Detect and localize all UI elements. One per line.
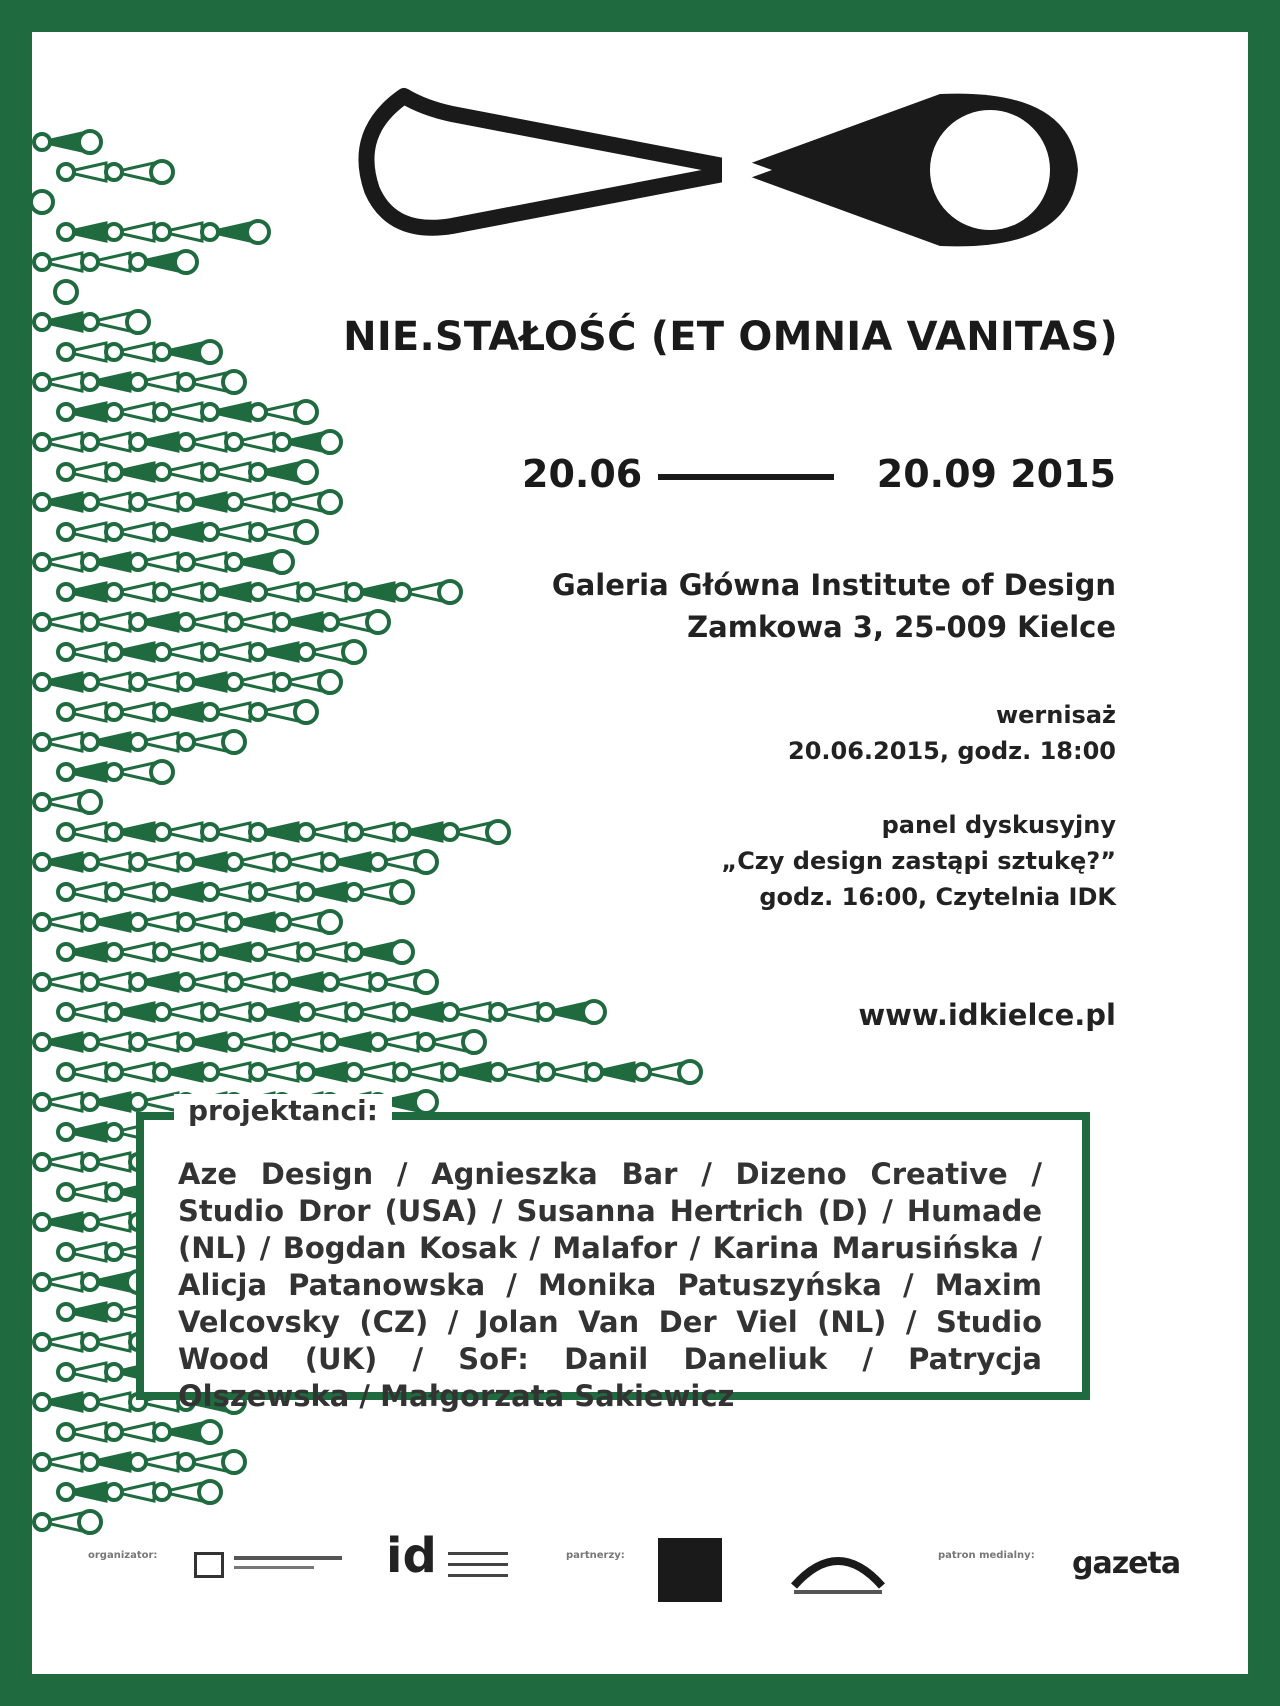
pattern-node — [106, 704, 122, 720]
pattern-node — [34, 614, 50, 630]
pattern-node — [106, 824, 122, 840]
pattern-node — [319, 911, 341, 933]
pattern-node — [202, 944, 218, 960]
pattern-node — [106, 1424, 122, 1440]
pattern-node — [226, 614, 242, 630]
pattern-node — [199, 341, 221, 363]
pattern-node — [202, 824, 218, 840]
pattern-node — [250, 944, 266, 960]
pattern-node — [79, 791, 101, 813]
pattern-node — [322, 854, 338, 870]
pattern-node — [82, 434, 98, 450]
pattern-node — [58, 1304, 74, 1320]
pattern-node — [58, 944, 74, 960]
panel-details: godz. 16:00, Czytelnia IDK — [759, 883, 1116, 911]
pattern-node — [82, 1454, 98, 1470]
pattern-node — [34, 1394, 50, 1410]
pattern-node — [178, 554, 194, 570]
panel-info — [721, 807, 1116, 915]
pattern-node — [391, 941, 413, 963]
pattern-node — [58, 464, 74, 480]
opening-label: wernisaż — [995, 701, 1116, 729]
pattern-node — [226, 914, 242, 930]
pattern-node — [583, 1001, 605, 1023]
pattern-node — [370, 974, 386, 990]
pattern-node — [679, 1061, 701, 1083]
pattern-node — [130, 1034, 146, 1050]
date-divider — [658, 474, 834, 480]
pattern-node — [298, 884, 314, 900]
pattern-node — [199, 1481, 221, 1503]
pattern-node — [154, 344, 170, 360]
designers-label: projektanci: — [174, 1094, 392, 1127]
pattern-node — [58, 1364, 74, 1380]
pattern-node — [130, 854, 146, 870]
pattern-node — [154, 704, 170, 720]
pattern-node — [394, 584, 410, 600]
pattern-node — [298, 824, 314, 840]
pattern-node — [442, 1004, 458, 1020]
date-end: 20.09 2015 — [876, 452, 1116, 496]
pattern-node — [106, 884, 122, 900]
pattern-node — [34, 1094, 50, 1110]
pattern-node — [394, 1064, 410, 1080]
pattern-node — [295, 701, 317, 723]
pattern-node — [319, 491, 341, 513]
pattern-node — [346, 584, 362, 600]
pattern-node — [154, 1004, 170, 1020]
pattern-node — [250, 524, 266, 540]
pattern-node — [82, 1154, 98, 1170]
pattern-node — [370, 854, 386, 870]
pattern-node — [154, 1484, 170, 1500]
pattern-node — [58, 764, 74, 780]
venue-name: Galeria Główna Institute of Design — [551, 568, 1116, 602]
pattern-node — [34, 1514, 50, 1530]
pattern-node — [130, 614, 146, 630]
pattern-node — [79, 1511, 101, 1533]
venue — [552, 564, 1116, 648]
pattern-node — [418, 1034, 434, 1050]
pattern-node — [370, 1034, 386, 1050]
pattern-node — [343, 641, 365, 663]
pattern-node — [487, 821, 509, 843]
pattern-node — [130, 374, 146, 390]
pattern-node — [346, 824, 362, 840]
pattern-node — [58, 704, 74, 720]
pattern-node — [250, 464, 266, 480]
pattern-node — [442, 1064, 458, 1080]
pattern-node — [202, 1064, 218, 1080]
pattern-node — [415, 1091, 437, 1113]
pattern-node — [58, 644, 74, 660]
pattern-node — [415, 971, 437, 993]
pattern-node — [106, 404, 122, 420]
pattern-node — [130, 974, 146, 990]
pattern-node — [82, 974, 98, 990]
pattern-node — [274, 854, 290, 870]
pattern-node — [34, 554, 50, 570]
pattern-node — [322, 614, 338, 630]
pattern-node — [58, 1124, 74, 1140]
pattern-node — [34, 914, 50, 930]
pattern-node — [34, 854, 50, 870]
pattern-node — [202, 464, 218, 480]
pattern-node — [250, 1004, 266, 1020]
pattern-node — [346, 1064, 362, 1080]
pattern-node — [223, 371, 245, 393]
organizer-logo — [194, 1552, 344, 1578]
pattern-node — [319, 671, 341, 693]
pattern-node — [58, 344, 74, 360]
pattern-node — [538, 1004, 554, 1020]
pattern-node — [250, 1064, 266, 1080]
pattern-node — [106, 1124, 122, 1140]
pattern-node — [223, 731, 245, 753]
pattern-node — [154, 524, 170, 540]
organizer-label: organizator: — [88, 1550, 158, 1561]
exhibition-title: NIE.STAŁOŚĆ (ET OMNIA VANITAS) — [343, 314, 1118, 360]
pattern-node — [106, 1004, 122, 1020]
pattern-node — [58, 884, 74, 900]
pattern-node — [442, 824, 458, 840]
pattern-node — [154, 464, 170, 480]
pattern-node — [346, 944, 362, 960]
pattern-node — [202, 404, 218, 420]
pattern-node — [58, 824, 74, 840]
pattern-node — [226, 674, 242, 690]
pattern-node — [154, 1064, 170, 1080]
pattern-node — [154, 824, 170, 840]
pattern-node — [202, 584, 218, 600]
pattern-node — [178, 494, 194, 510]
pattern-node — [415, 851, 437, 873]
pattern-node — [178, 674, 194, 690]
pattern-node — [154, 1424, 170, 1440]
pattern-node — [58, 404, 74, 420]
pattern-node — [130, 914, 146, 930]
pattern-node — [34, 434, 50, 450]
pattern-node — [439, 581, 461, 603]
designers-list: Aze Design / Agnieszka Bar / Dizeno Creative / Studio Dror (USA) / Susanna Hertrich (D) / Humade (NL) / Bogdan Kosak / Malafor / Karina Marusińska / Alicja Patanowska / Monika Patuszyńska / Maxim Velcovsky (CZ) / Jolan Van Der Viel (NL) / Studio Wood (UK) / SoF: Danil Daneliuk / Patrycja Olszewska / Małgorzata Sakiewicz — [178, 1157, 1042, 1413]
opening-info — [788, 697, 1116, 769]
pattern-node — [154, 884, 170, 900]
partner-logo-1 — [658, 1538, 722, 1602]
pattern-node — [295, 461, 317, 483]
pattern-node — [58, 524, 74, 540]
designers-box — [136, 1094, 1090, 1413]
pattern-node — [274, 974, 290, 990]
pattern-node — [106, 1184, 122, 1200]
pattern-node — [178, 1034, 194, 1050]
media-label: patron medialny: — [938, 1550, 1035, 1561]
pattern-node — [274, 494, 290, 510]
pattern-node — [154, 404, 170, 420]
date-range — [522, 452, 1116, 508]
pattern-node — [586, 1064, 602, 1080]
pattern-node — [82, 1214, 98, 1230]
pattern-node — [106, 944, 122, 960]
pattern-node — [82, 1094, 98, 1110]
pattern-node — [106, 1064, 122, 1080]
pattern-node — [226, 854, 242, 870]
pattern-node — [82, 494, 98, 510]
pattern-node — [226, 434, 242, 450]
venue-address: Zamkowa 3, 25-009 Kielce — [687, 610, 1116, 644]
pattern-node — [82, 734, 98, 750]
pattern-node — [274, 614, 290, 630]
pattern-node — [250, 824, 266, 840]
pattern-node — [130, 1094, 146, 1110]
pattern-node — [367, 611, 389, 633]
pattern-node — [178, 854, 194, 870]
poster-sheet — [32, 32, 1248, 1674]
pattern-node — [202, 1004, 218, 1020]
gazeta-logo: gazeta — [1072, 1546, 1181, 1581]
pattern-node — [34, 1034, 50, 1050]
pattern-node — [250, 884, 266, 900]
pattern-node — [250, 584, 266, 600]
pattern-node — [82, 554, 98, 570]
panel-question: „Czy design zastąpi sztukę?” — [721, 847, 1116, 875]
pattern-node — [346, 1004, 362, 1020]
pattern-node — [82, 1274, 98, 1290]
pattern-node — [106, 1364, 122, 1380]
pattern-node — [490, 1004, 506, 1020]
pattern-node — [82, 854, 98, 870]
panel-label: panel dyskusyjny — [881, 811, 1116, 839]
pattern-node — [178, 614, 194, 630]
pattern-node — [34, 1334, 50, 1350]
pattern-node — [82, 1334, 98, 1350]
pattern-node — [34, 374, 50, 390]
pattern-node — [82, 614, 98, 630]
pattern-node — [226, 554, 242, 570]
pattern-node — [274, 674, 290, 690]
pattern-node — [250, 644, 266, 660]
pattern-node — [271, 551, 293, 573]
infinity-logo-icon — [32, 32, 1248, 332]
pattern-node — [58, 1424, 74, 1440]
pattern-node — [106, 1244, 122, 1260]
pattern-node — [202, 644, 218, 660]
pattern-node — [202, 524, 218, 540]
pattern-node — [82, 1394, 98, 1410]
pattern-node — [34, 1454, 50, 1470]
pattern-node — [34, 1154, 50, 1170]
pattern-node — [34, 1214, 50, 1230]
pattern-node — [202, 884, 218, 900]
pattern-node — [202, 704, 218, 720]
pattern-node — [154, 644, 170, 660]
pattern-node — [223, 1451, 245, 1473]
pattern-node — [154, 584, 170, 600]
id-logo-lines — [448, 1552, 508, 1592]
opening-datetime: 20.06.2015, godz. 18:00 — [788, 737, 1116, 765]
pattern-node — [34, 794, 50, 810]
date-start: 20.06 — [522, 452, 643, 496]
pattern-node — [274, 914, 290, 930]
pattern-node — [322, 1034, 338, 1050]
pattern-node — [82, 374, 98, 390]
pattern-node — [130, 734, 146, 750]
pattern-node — [178, 734, 194, 750]
pattern-node — [226, 494, 242, 510]
website-link[interactable]: www.idkielce.pl — [858, 998, 1116, 1032]
pattern-node — [634, 1064, 650, 1080]
pattern-node — [391, 881, 413, 903]
pattern-node — [58, 584, 74, 600]
pattern-node — [130, 674, 146, 690]
pattern-node — [106, 524, 122, 540]
pattern-node — [130, 494, 146, 510]
pattern-node — [319, 431, 341, 453]
pattern-node — [394, 824, 410, 840]
pattern-node — [250, 704, 266, 720]
pattern-node — [106, 584, 122, 600]
id-logo: id — [386, 1528, 437, 1584]
pattern-node — [298, 644, 314, 660]
pattern-node — [298, 944, 314, 960]
pattern-node — [463, 1031, 485, 1053]
pattern-node — [538, 1064, 554, 1080]
pattern-node — [298, 1004, 314, 1020]
pattern-node — [106, 764, 122, 780]
pattern-node — [298, 1064, 314, 1080]
pattern-node — [130, 554, 146, 570]
pattern-node — [34, 974, 50, 990]
pattern-node — [82, 674, 98, 690]
pattern-node — [274, 434, 290, 450]
pattern-node — [58, 1244, 74, 1260]
pattern-node — [250, 404, 266, 420]
pattern-node — [34, 494, 50, 510]
pattern-node — [226, 974, 242, 990]
partners-label: partnerzy: — [566, 1550, 625, 1561]
pattern-node — [34, 674, 50, 690]
pattern-node — [178, 1454, 194, 1470]
pattern-node — [295, 521, 317, 543]
pattern-node — [394, 1004, 410, 1020]
pattern-node — [106, 1304, 122, 1320]
pattern-node — [154, 944, 170, 960]
pattern-node — [199, 1421, 221, 1443]
pattern-node — [295, 401, 317, 423]
pattern-node — [58, 1184, 74, 1200]
partner-logo-2 — [786, 1540, 890, 1600]
pattern-node — [151, 761, 173, 783]
pattern-node — [346, 884, 362, 900]
pattern-node — [178, 374, 194, 390]
pattern-node — [490, 1064, 506, 1080]
pattern-node — [82, 1034, 98, 1050]
pattern-node — [130, 434, 146, 450]
pattern-node — [226, 1034, 242, 1050]
pattern-node — [106, 464, 122, 480]
pattern-node — [298, 584, 314, 600]
pattern-node — [178, 914, 194, 930]
pattern-node — [274, 1034, 290, 1050]
pattern-node — [178, 434, 194, 450]
pattern-node — [322, 974, 338, 990]
pattern-node — [58, 1484, 74, 1500]
pattern-node — [178, 974, 194, 990]
pattern-node — [130, 1454, 146, 1470]
pattern-node — [106, 1484, 122, 1500]
pattern-node — [106, 644, 122, 660]
pattern-node — [34, 1274, 50, 1290]
pattern-node — [82, 914, 98, 930]
pattern-node — [58, 1064, 74, 1080]
pattern-node — [106, 344, 122, 360]
pattern-node — [34, 734, 50, 750]
pattern-node — [58, 1004, 74, 1020]
sponsor-bar — [32, 1528, 1248, 1622]
